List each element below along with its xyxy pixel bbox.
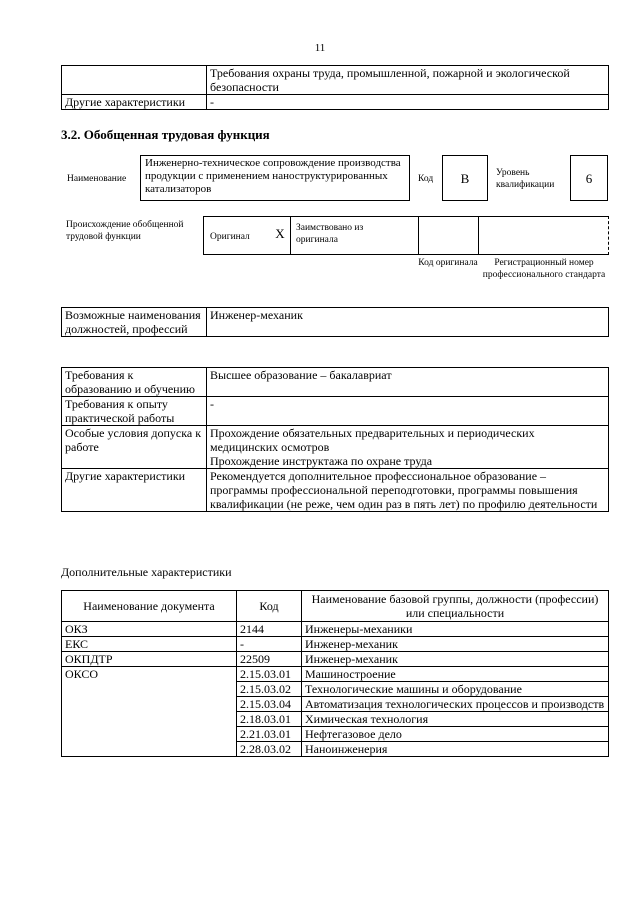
table-header-row: [62, 591, 609, 622]
header-name: Наименование базовой группы, должности (профессии) или специальности: [302, 591, 609, 622]
header-document: Наименование документа: [62, 591, 237, 622]
top-table: [61, 65, 609, 110]
origin-box: [203, 216, 609, 255]
origin-divider-2: [418, 216, 419, 255]
origin-label: Происхождение обобщенной трудовой функции: [66, 220, 184, 242]
row-code: 22509: [237, 652, 302, 667]
positions-table: [61, 307, 609, 337]
qualification-level-label: Уровень квалификации: [496, 168, 555, 190]
table-row: [62, 652, 609, 667]
row-code: 2.21.03.01: [237, 727, 302, 742]
table-row: [62, 469, 609, 512]
requirements-table: [61, 367, 609, 512]
row-code: 2.15.03.01: [237, 667, 302, 682]
education-label: Требования к образованию и обучению: [62, 368, 207, 397]
row-name: Инженеры-механики: [302, 622, 609, 637]
row-name: Машиностроение: [302, 667, 609, 682]
admission-value-medical: Прохождение обязательных предварительных и периодических медицинских осмотров: [210, 426, 535, 454]
admission-value-briefing: Прохождение инструктажа по охране труда: [210, 454, 433, 468]
row-code: 2.28.03.02: [237, 742, 302, 757]
origin-reg-caption: Регистрационный номер профессионального стандарта: [482, 258, 606, 280]
table-row: [62, 397, 609, 426]
table-row: [62, 95, 609, 110]
row-name: Автоматизация технологических процессов и производств: [302, 697, 609, 712]
origin-code-caption: Код оригинала: [418, 258, 478, 268]
row-doc: ОКЗ: [62, 622, 237, 637]
origin-divider-3: [478, 216, 479, 255]
function-name-value: Инженерно-техническое сопровождение производства продукции с применением наноструктурированных катализаторов: [140, 155, 410, 201]
row-code: 2144: [237, 622, 302, 637]
page-number: 11: [314, 42, 326, 54]
admission-label: Особые условия допуска к работе: [62, 426, 207, 469]
positions-value: Инженер-механик: [207, 308, 609, 337]
row-name: Химическая технология: [302, 712, 609, 727]
positions-label: Возможные наименования должностей, профессий: [62, 308, 207, 337]
row-code: 2.15.03.04: [237, 697, 302, 712]
other-label: Другие характеристики: [62, 469, 207, 512]
header-code: Код: [237, 591, 302, 622]
row-name: Инженер-механик: [302, 652, 609, 667]
borrowed-label: Заимствовано из оригинала: [296, 223, 364, 245]
top-table-empty-cell: [62, 66, 207, 95]
original-mark: X: [275, 226, 285, 241]
additional-table: [61, 590, 609, 757]
top-table-other-label: Другие характеристики: [62, 95, 207, 110]
function-name-label: Наименование: [67, 174, 127, 184]
table-row: [62, 667, 609, 682]
row-doc: ОКПДТР: [62, 652, 237, 667]
table-row: [62, 622, 609, 637]
row-name: Нефтегазовое дело: [302, 727, 609, 742]
function-code-value: В: [442, 155, 488, 201]
table-row: [62, 308, 609, 337]
row-code: 2.18.03.01: [237, 712, 302, 727]
row-code: -: [237, 637, 302, 652]
admission-value: [207, 426, 609, 469]
original-label: Оригинал: [210, 232, 250, 242]
top-table-safety-requirements: Требования охраны труда, промышленной, пожарной и экологической безопасности: [207, 66, 609, 95]
section-title: 3.2. Обобщенная трудовая функция: [61, 127, 270, 142]
function-code-label: Код: [418, 174, 434, 184]
table-row: [62, 637, 609, 652]
table-row: [62, 66, 609, 95]
top-table-other-value: -: [207, 95, 609, 110]
origin-divider-1: [290, 216, 291, 255]
row-name: Инженер-механик: [302, 637, 609, 652]
experience-value: -: [207, 397, 609, 426]
table-row: [62, 426, 609, 469]
experience-label: Требования к опыту практической работы: [62, 397, 207, 426]
qualification-level-value: 6: [570, 155, 608, 201]
other-value: Рекомендуется дополнительное профессиональное образование – программы профессиональной переподготовки, программы повышения квалификации (не реже, чем один раз в пять лет) по профилю деятельности: [207, 469, 609, 512]
row-doc: ЕКС: [62, 637, 237, 652]
row-name: Технологические машины и оборудование: [302, 682, 609, 697]
row-doc: ОКСО: [62, 667, 237, 757]
row-code: 2.15.03.02: [237, 682, 302, 697]
additional-title: Дополнительные характеристики: [61, 565, 232, 579]
education-value: Высшее образование – бакалавриат: [207, 368, 609, 397]
row-name: Наноинженерия: [302, 742, 609, 757]
table-row: [62, 368, 609, 397]
